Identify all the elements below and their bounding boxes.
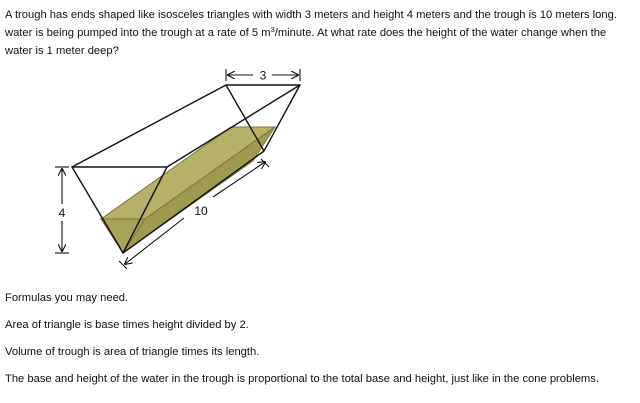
height-label: 4 xyxy=(58,206,66,220)
formulas-intro: Formulas you may need. xyxy=(5,292,129,304)
problem-text-part1: A trough has ends shaped like isosceles triangles with width 3 meters and height 4 meters and the trough is 10 meters long. water is being pumped into the trough at a rate of 5 m xyxy=(5,9,617,39)
length-label: 10 xyxy=(194,204,208,218)
problem-text-part2: /minute. At what rate does the height of the water change when the water is 1 meter deep? xyxy=(5,27,607,57)
proportion-note: The base and height of the water in the trough is proportional to the total base and height, just like in the cone problems. xyxy=(5,373,599,385)
width-label: 3 xyxy=(259,68,267,83)
triangle-area-formula: Area of triangle is base times height divided by 2. xyxy=(5,319,249,331)
trough-volume-formula: Volume of trough is area of triangle times its length. xyxy=(5,346,260,358)
volume-exponent: 3 xyxy=(270,25,275,34)
